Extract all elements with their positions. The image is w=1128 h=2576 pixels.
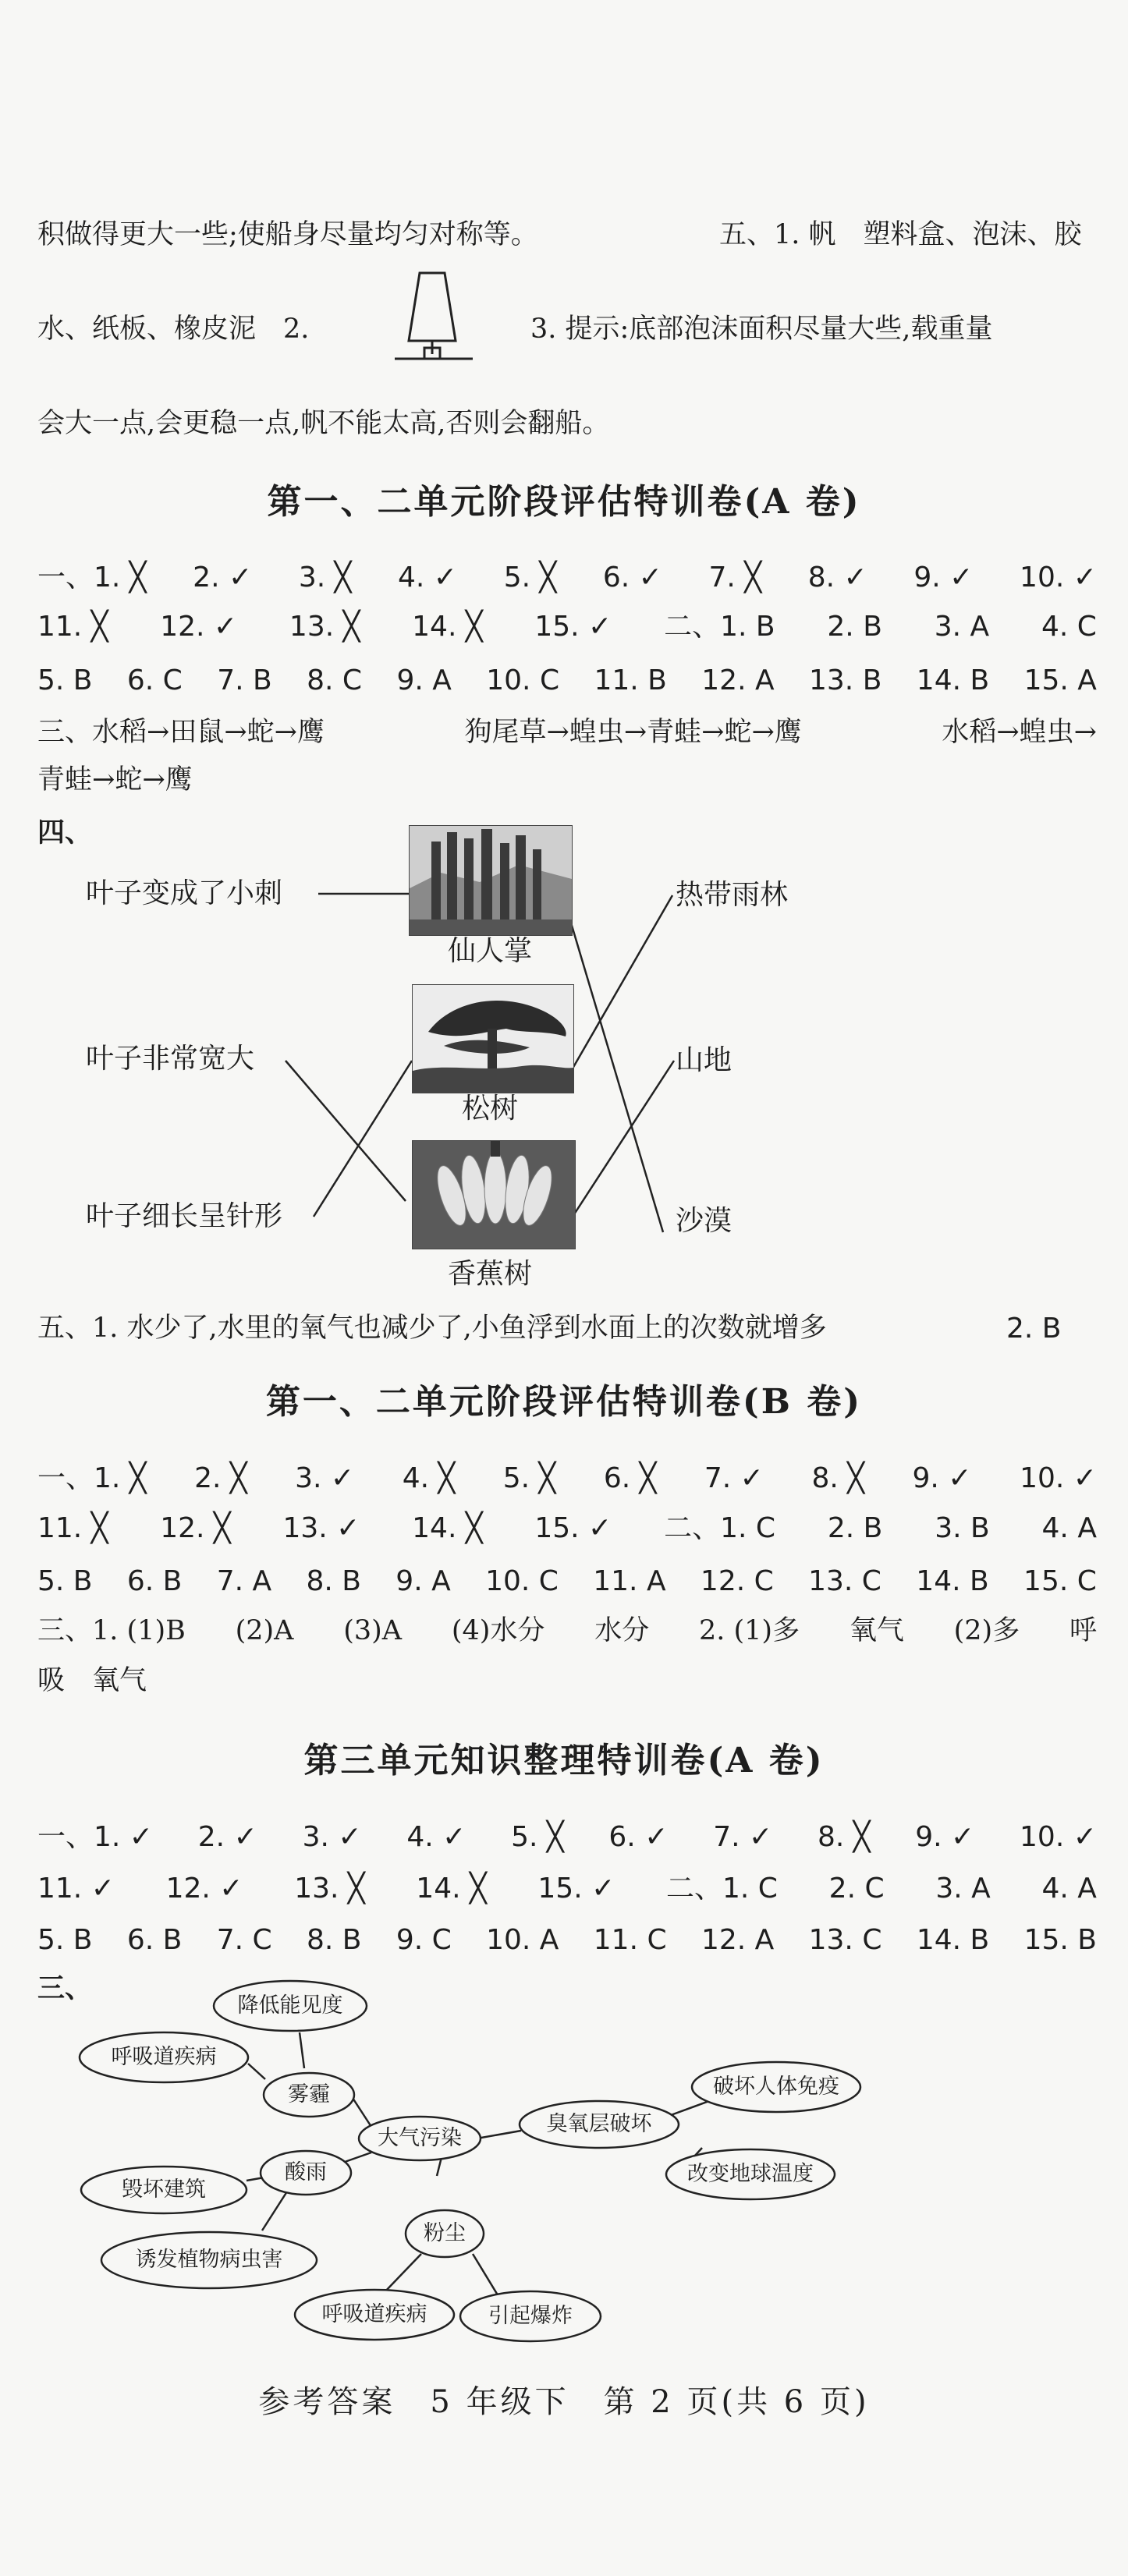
node-dust: 粉尘 <box>424 2221 466 2245</box>
leaf-needle-label: 叶子细长呈针形 <box>86 1200 283 1232</box>
section-c-q3-label: 三、 <box>37 1972 93 2004</box>
node-ozone: 臭氧层破坏 <box>546 2112 652 2136</box>
section-b-row-2: 11. ╳ 12. ╳ 13. ✓ 14. ╳ 15. ✓ 二、1. C 2. B 3. B 4. A <box>37 1512 1097 1544</box>
section-a-row-3: 5. B 6. C 7. B 8. C 9. A 10. C 11. B 12. A 13. B 14. B 15. A <box>37 664 1097 696</box>
node-immunity: 破坏人体免疫 <box>713 2075 839 2099</box>
section-a-row-2: 11. ╳ 12. ✓ 13. ╳ 14. ╳ 15. ✓ 二、1. B 2. B 3. A 4. C <box>37 611 1097 643</box>
top-line-1b: 五、1. 帆 塑料盒、泡沫、胶 <box>719 219 1082 250</box>
section-b-row-4: 三、1. (1)B (2)A (3)A (4)水分 水分 2. (1)多 氧气 (2)多 呼 <box>37 1615 1097 1646</box>
top-line-1a: 积做得更大一些;使船身尽量均匀对称等。 <box>37 219 538 250</box>
mountain-label: 山地 <box>676 1044 732 1076</box>
rainforest-label: 热带雨林 <box>676 879 789 911</box>
node-plant-pests: 诱发植物病虫害 <box>135 2248 283 2272</box>
section-c-row-3: 5. B 6. B 7. C 8. B 9. C 10. A 11. C 12. A 13. C 14. B 15. B <box>37 1924 1097 1956</box>
cactus-photo <box>409 825 573 936</box>
top-line-2b: 3. 提示:底部泡沫面积尽量大些,载重量 <box>530 314 993 345</box>
node-air-pollution: 大气污染 <box>378 2126 462 2150</box>
page-footer: 参考答案 5 年级下 第 2 页(共 6 页) <box>258 2384 870 2420</box>
node-building: 毁坏建筑 <box>122 2177 206 2202</box>
node-earth-temp: 改变地球温度 <box>687 2162 814 2186</box>
top-line-3: 会大一点,会更稳一点,帆不能太高,否则会翻船。 <box>37 408 610 439</box>
section-a-q5b: 2. B <box>1006 1313 1062 1345</box>
pollution-mind-map <box>0 1965 1128 2355</box>
node-haze: 雾霾 <box>288 2082 330 2107</box>
pine-caption: 松树 <box>461 1093 518 1125</box>
section-b-row-3: 5. B 6. B 7. A 8. B 9. A 10. C 11. A 12. C 13. C 14. B 15. C <box>37 1565 1097 1597</box>
leaf-thorn-label: 叶子变成了小刺 <box>86 877 283 909</box>
top-line-2a: 水、纸板、橡皮泥 2. <box>37 314 310 345</box>
section-a-q4-label: 四、 <box>37 817 93 849</box>
section-b-title: 第一、二单元阶段评估特训卷(B 卷) <box>265 1382 863 1422</box>
section-b-row-5: 吸 氧气 <box>37 1665 147 1696</box>
section-a-row-1: 一、1. ╳ 2. ✓ 3. ╳ 4. ✓ 5. ╳ 6. ✓ 7. ╳ 8. ✓ 9. ✓ 10. ✓ <box>37 562 1097 594</box>
sailboat-drawing <box>390 267 476 376</box>
node-reduce-visibility: 降低能见度 <box>237 1993 343 2018</box>
section-c-title: 第三单元知识整理特训卷(A 卷) <box>303 1741 825 1781</box>
section-a-q5a: 五、1. 水少了,水里的氧气也减少了,小鱼浮到水面上的次数就增多 <box>37 1313 827 1344</box>
node-respiratory-1: 呼吸道疾病 <box>111 2045 217 2069</box>
node-explosion: 引起爆炸 <box>488 2304 573 2328</box>
pine-photo <box>412 984 574 1093</box>
desert-label: 沙漠 <box>676 1205 732 1237</box>
node-acid-rain: 酸雨 <box>285 2160 327 2184</box>
section-a-row-4: 三、水稻→田鼠→蛇→鹰 狗尾草→蝗虫→青蛙→蛇→鹰 水稻→蝗虫→ <box>37 717 1097 748</box>
section-a-row-5: 青蛙→蛇→鹰 <box>37 764 193 795</box>
banana-photo <box>412 1140 576 1249</box>
cactus-caption: 仙人掌 <box>447 935 532 967</box>
section-b-row-1: 一、1. ╳ 2. ╳ 3. ✓ 4. ╳ 5. ╳ 6. ╳ 7. ✓ 8. ╳ 9. ✓ 10. ✓ <box>37 1462 1097 1494</box>
section-a-title: 第一、二单元阶段评估特训卷(A 卷) <box>267 482 861 522</box>
section-c-row-1: 一、1. ✓ 2. ✓ 3. ✓ 4. ✓ 5. ╳ 6. ✓ 7. ✓ 8. ╳ 9. ✓ 10. ✓ <box>37 1821 1097 1853</box>
banana-caption: 香蕉树 <box>447 1258 532 1290</box>
node-respiratory-2: 呼吸道疾病 <box>321 2302 427 2326</box>
section-c-row-2: 11. ✓ 12. ✓ 13. ╳ 14. ╳ 15. ✓ 二、1. C 2. C 3. A 4. A <box>37 1873 1097 1905</box>
leaf-wide-label: 叶子非常宽大 <box>86 1043 255 1075</box>
